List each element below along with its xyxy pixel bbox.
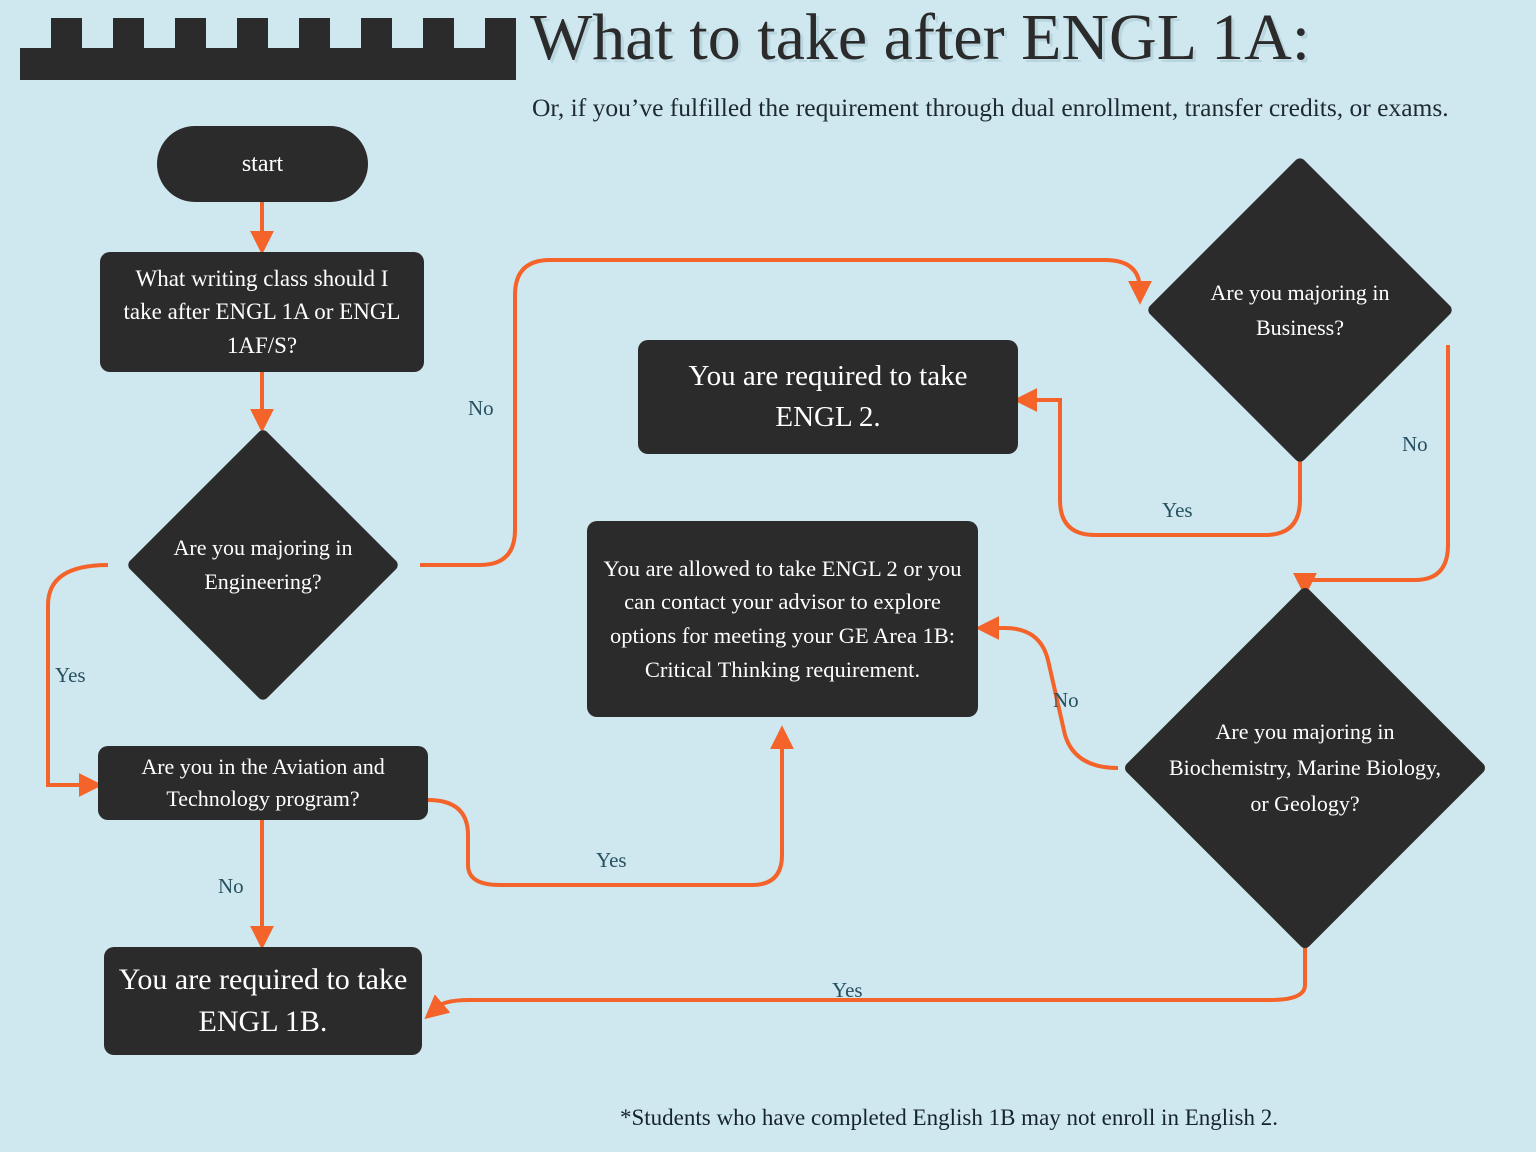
node-q-business[interactable] — [1146, 156, 1454, 464]
node-q-aviation[interactable] — [98, 746, 428, 820]
edge-label-engineering-yes: Yes — [55, 663, 86, 687]
checker-decoration — [20, 18, 520, 80]
node-result-allowed-engl2[interactable] — [587, 521, 978, 717]
footnote: *Students who have completed English 1B may not enroll in English 2. — [620, 1105, 1278, 1130]
node-question-writing-class[interactable] — [100, 252, 424, 372]
node-q-business-label: Are you majoring in Business? — [1210, 279, 1390, 340]
node-q-engineering-label: Are you majoring in Engineering? — [173, 534, 353, 594]
edge-label-aviation-no: No — [218, 874, 244, 898]
node-result-allowed-engl2-label: You are allowed to take ENGL 2 or you can contact your advisor to explore options for meeting your GE Area 1B: Critical Thinking requirement. — [603, 555, 962, 682]
page-subtitle: Or, if you’ve fulfilled the requirement through dual enrollment, transfer credits, or exams. — [532, 93, 1449, 122]
edge-label-biochem-no: No — [1053, 688, 1079, 712]
node-result-engl2-label: You are required to take ENGL 2. — [688, 360, 968, 433]
node-start[interactable] — [157, 126, 368, 202]
page-title: What to take after ENGL 1A: — [530, 1, 1311, 74]
edge-label-business-no: No — [1402, 432, 1428, 456]
edge-label-biochem-yes: Yes — [832, 978, 863, 1002]
node-result-engl2[interactable] — [638, 340, 1018, 454]
node-q-engineering[interactable] — [126, 428, 400, 702]
edge-label-engineering-no: No — [468, 396, 494, 420]
node-start-label: start — [241, 150, 284, 177]
edge-label-business-yes: Yes — [1162, 498, 1193, 522]
node-q-biochem-label: Are you majoring in Biochemistry, Marine Biology, or Geology? — [1168, 718, 1442, 817]
node-q-biochem[interactable] — [1123, 586, 1488, 951]
edge-label-aviation-yes: Yes — [596, 848, 627, 872]
node-question-writing-class-label: What writing class should I take after ENGL 1A or ENGL 1AF/S? — [123, 265, 401, 358]
node-result-engl1b-label: You are required to take ENGL 1B. — [118, 963, 408, 1038]
node-result-engl1b[interactable] — [104, 947, 422, 1055]
node-q-aviation-label: Are you in the Aviation and Technology program? — [141, 754, 385, 811]
